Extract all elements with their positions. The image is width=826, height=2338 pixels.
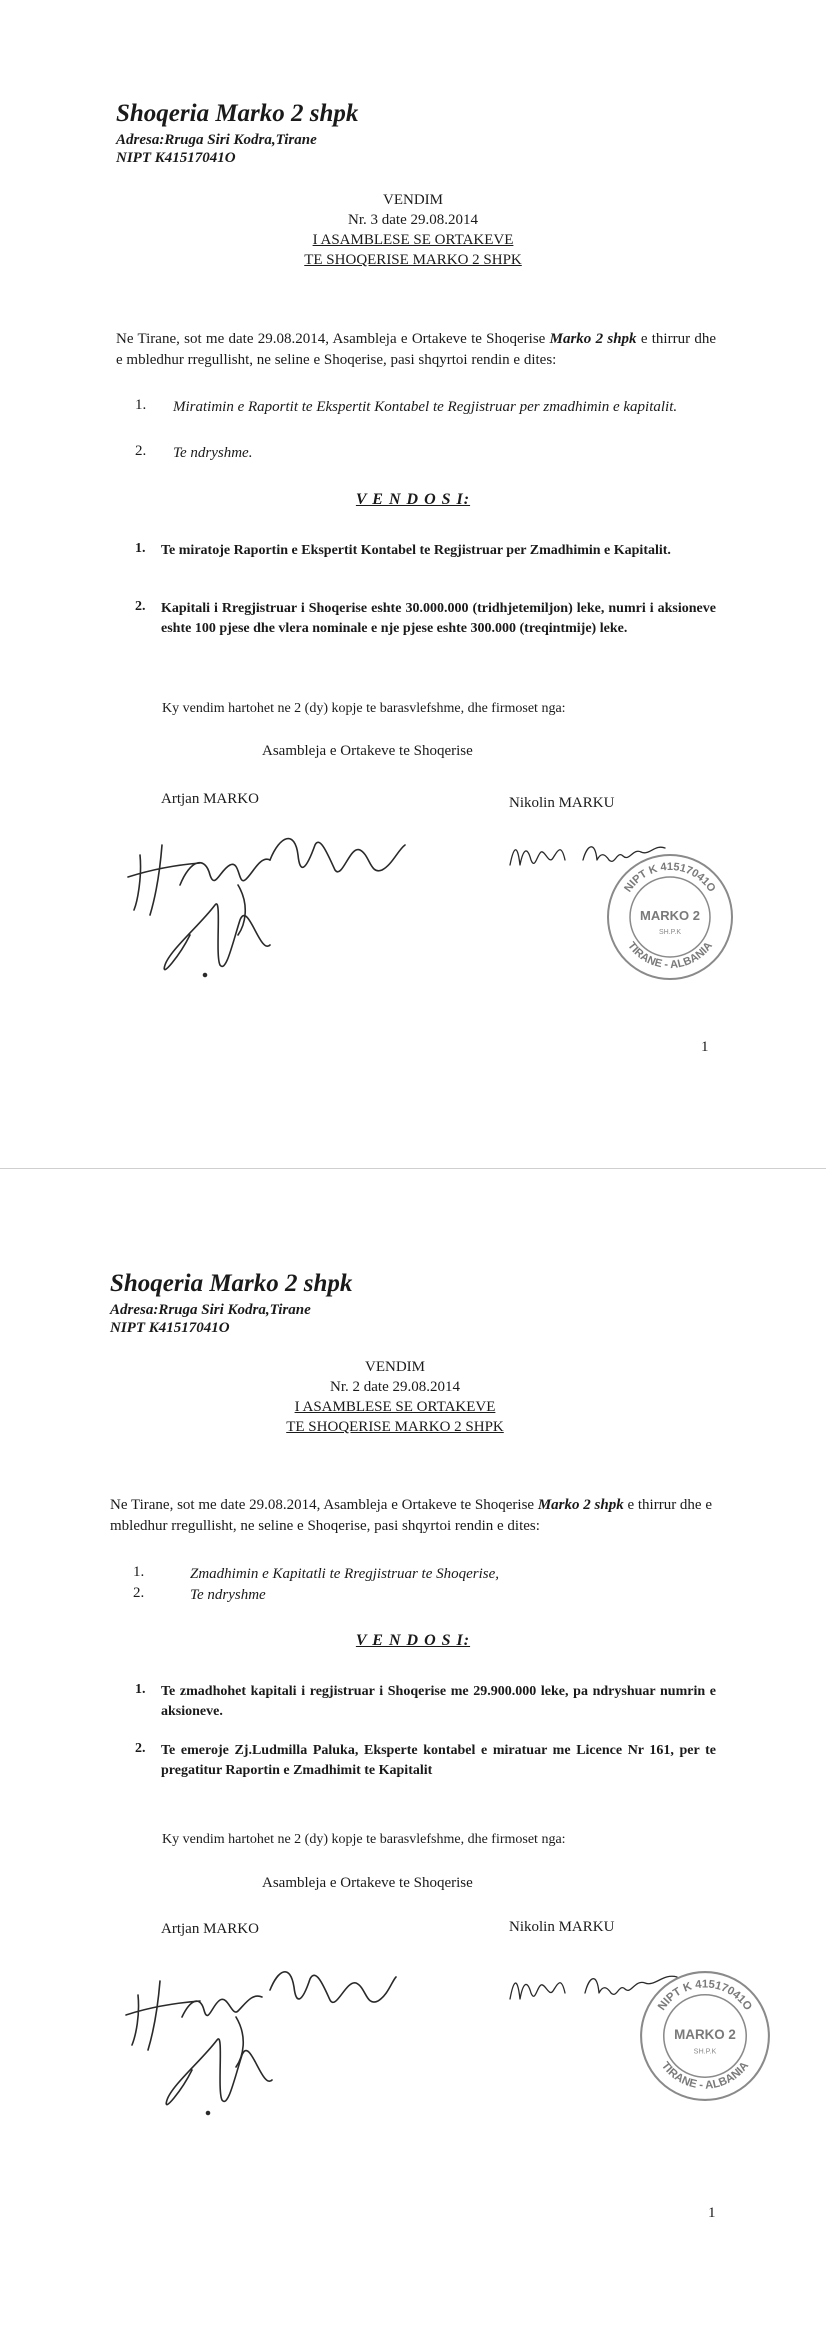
stamp-top-text: NIPT K 41517041O: [656, 1978, 754, 2013]
signer-name-1: Artjan MARKO: [161, 791, 259, 807]
svg-text:NIPT K 41517041O: [656, 1979, 754, 2013]
company-stamp: [638, 1969, 772, 2103]
doc-subtitle-1: I ASAMBLESE SE ORTAKEVE: [312, 232, 514, 248]
signature-artjan-marko: [120, 1945, 400, 2125]
decision-text: Kapitali i Rregjistruar i Shoqerise eshte 30.000.000 (tridhjetemiljon) leke, numri i aksioneve eshte 100 pjese dhe vlera nominale e nje pjese eshte 300.000 (treqintmije) leke.: [161, 601, 716, 636]
decision-number: 1.: [135, 541, 146, 556]
vendosi-heading: V E N D O S I:: [355, 1632, 471, 1649]
vendosi-heading: V E N D O S I:: [355, 491, 471, 508]
agenda-item: Zmadhimin e Kapitatli te Rregjistruar te Shoqerise,: [190, 1566, 500, 1582]
svg-text:TIRANE - ALBANIA: [625, 940, 715, 971]
closing-statement: Ky vendim hartohet ne 2 (dy) kopje te barasvlefshme, dhe firmoset nga:: [162, 701, 566, 716]
agenda-number: 1.: [135, 397, 147, 413]
doc-subtitle-2: TE SHOQERISE MARKO 2 SHPK: [286, 1419, 504, 1435]
decision-text: Te zmadhohet kapitali i regjistruar i Shoqerise me 29.900.000 leke, pa ndryshuar numrin e aksioneve.: [161, 1684, 716, 1719]
page-number: 1: [708, 2205, 716, 2221]
stamp-top-text: NIPT K 41517041O: [622, 860, 718, 895]
signer-name-2: Nikolin MARKU: [509, 1919, 615, 1935]
decision-number: 1.: [135, 1682, 146, 1697]
company-nipt: NIPT K41517041O: [116, 150, 236, 166]
closing-statement: Ky vendim hartohet ne 2 (dy) kopje te barasvlefshme, dhe firmoset nga:: [162, 1832, 566, 1847]
company-name: Shoqeria Marko 2 shpk: [110, 1270, 353, 1297]
intro-paragraph: Ne Tirane, sot me date 29.08.2014, Asambleja e Ortakeve te Shoqerise Marko 2 shpk e thirrur dhe e mbledhur rregullisht, ne seline e Shoqerise, pasi shqyrtoi rendin e dites:: [116, 331, 717, 368]
decision-text: Te miratoje Raportin e Ekspertit Kontabel te Regjistruar per Zmadhimin e Kapitalit.: [161, 543, 671, 558]
agenda-number: 2.: [133, 1585, 145, 1601]
company-nipt: NIPT K41517041O: [110, 1320, 230, 1336]
page-separator: [0, 1168, 826, 1169]
company-stamp: [605, 852, 735, 982]
doc-number-date: Nr. 3 date 29.08.2014: [348, 212, 478, 228]
company-address: Adresa:Rruga Siri Kodra,Tirane: [116, 132, 317, 148]
doc-subtitle-1: I ASAMBLESE SE ORTAKEVE: [294, 1399, 496, 1415]
page-number: 1: [701, 1039, 709, 1055]
company-name: Shoqeria Marko 2 shpk: [116, 100, 359, 127]
assembly-label: Asambleja e Ortakeve te Shoqerise: [262, 1875, 473, 1891]
agenda-item: Te ndryshme.: [173, 445, 253, 461]
decision-number: 2.: [135, 1741, 146, 1756]
stamp-company-type: SH.P.K: [658, 929, 682, 936]
signature-artjan-marko: [120, 815, 420, 990]
decision-number: 2.: [135, 599, 146, 614]
stamp-company-name: MARKO 2: [640, 908, 700, 923]
agenda-number: 2.: [135, 443, 147, 459]
intro-paragraph: Ne Tirane, sot me date 29.08.2014, Asambleja e Ortakeve te Shoqerise Marko 2 shpk e thirrur dhe e mbledhur rregullisht, ne seline e Shoqerise, pasi shqyrtoi rendin e dites:: [110, 1497, 713, 1534]
agenda-item: Te ndryshme: [190, 1587, 266, 1603]
stamp-bottom-text: TIRANE - ALBANIA: [658, 2059, 752, 2092]
doc-title: VENDIM: [365, 1359, 425, 1375]
agenda-item: Miratimin e Raportit te Ekspertit Kontabel te Regjistruar per zmadhimin e kapitalit.: [173, 399, 678, 415]
doc-number-date: Nr. 2 date 29.08.2014: [330, 1379, 460, 1395]
agenda-number: 1.: [133, 1564, 145, 1580]
stamp-graphic: [638, 1969, 772, 2103]
decision-text: Te emeroje Zj.Ludmilla Paluka, Eksperte kontabel e miratuar me Licence Nr 161, per te pregatitur Raportin e Zmadhimit te Kapitalit: [161, 1743, 716, 1778]
document-page-2: [0, 1175, 826, 2338]
company-address: Adresa:Rruga Siri Kodra,Tirane: [110, 1302, 311, 1318]
assembly-label: Asambleja e Ortakeve te Shoqerise: [262, 743, 473, 759]
svg-text:TIRANE - ALBANIA: [659, 2060, 751, 2092]
signer-name-1: Artjan MARKO: [161, 1921, 259, 1937]
stamp-company-name: MARKO 2: [674, 2027, 736, 2043]
stamp-graphic: [605, 852, 735, 982]
doc-title: VENDIM: [383, 192, 443, 208]
doc-subtitle-2: TE SHOQERISE MARKO 2 SHPK: [304, 252, 522, 268]
stamp-company-type: SH.P.K: [693, 2046, 717, 2056]
stamp-bottom-text: TIRANE - ALBANIA: [625, 939, 715, 972]
signer-name-2: Nikolin MARKU: [509, 795, 615, 811]
